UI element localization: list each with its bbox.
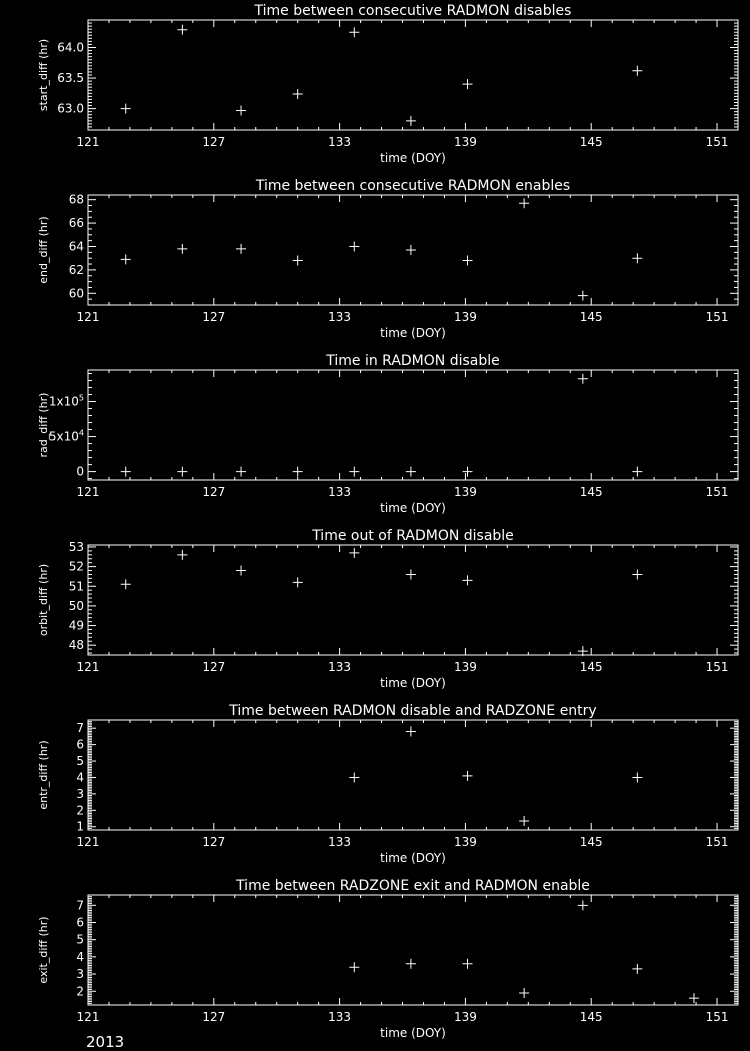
chart-panel-5 xyxy=(37,703,738,865)
y-axis-label: entr_diff (hr) xyxy=(37,740,50,810)
data-point xyxy=(406,467,416,477)
data-point xyxy=(463,79,473,89)
y-tick-label: 2 xyxy=(76,803,84,818)
x-axis-label: time (DOY) xyxy=(380,326,446,340)
data-point xyxy=(632,772,642,782)
y-tick-label: 6 xyxy=(76,737,84,752)
y-tick-label: 5 xyxy=(76,754,84,769)
y-tick-label: 1 xyxy=(76,819,84,834)
x-axis-ticks xyxy=(88,895,738,1005)
y-axis-ticks xyxy=(88,200,738,305)
data-series xyxy=(121,198,643,300)
y-tick-label: 62 xyxy=(68,262,84,277)
data-point xyxy=(632,66,642,76)
x-axis-label: time (DOY) xyxy=(380,151,446,165)
x-tick-label: 139 xyxy=(453,835,477,849)
data-point xyxy=(121,579,131,589)
data-series xyxy=(349,726,642,825)
y-axis-label: orbit_diff (hr) xyxy=(37,563,50,637)
y-tick-label: 6 xyxy=(76,915,84,930)
data-point xyxy=(578,291,588,301)
data-point xyxy=(578,374,588,384)
data-point xyxy=(519,198,529,208)
plot-frame xyxy=(88,720,738,830)
data-point xyxy=(463,467,473,477)
plot-frame xyxy=(88,370,738,480)
data-point xyxy=(578,900,588,910)
data-point xyxy=(349,27,359,37)
x-tick-label: 139 xyxy=(453,1010,477,1024)
x-axis-ticks xyxy=(88,720,738,830)
y-tick-label: 50 xyxy=(68,598,84,613)
x-tick-label: 133 xyxy=(328,1010,352,1024)
x-tick-label: 127 xyxy=(202,310,226,324)
chart-panel-4 xyxy=(37,528,738,690)
x-tick-label: 145 xyxy=(579,485,603,499)
data-point xyxy=(293,89,303,99)
y-axis-ticks xyxy=(88,720,738,830)
y-tick-label: 64 xyxy=(68,239,84,254)
plot-frame xyxy=(88,545,738,655)
chart-title: Time in RADMON disable xyxy=(326,353,500,369)
x-tick-label: 145 xyxy=(579,660,603,674)
data-point xyxy=(463,575,473,585)
y-tick-label: 52 xyxy=(68,559,84,574)
x-axis-label: time (DOY) xyxy=(380,851,446,865)
data-point xyxy=(349,962,359,972)
chart-panel-3 xyxy=(37,353,738,515)
data-point xyxy=(349,241,359,251)
y-axis-label: rad_diff (hr) xyxy=(37,392,50,458)
plot-frame xyxy=(88,895,738,1005)
data-point xyxy=(177,550,187,560)
x-tick-label: 127 xyxy=(202,135,226,149)
data-point xyxy=(236,467,246,477)
y-tick-label: 4 xyxy=(76,770,84,785)
data-point xyxy=(349,467,359,477)
year-label: 2013 xyxy=(86,1033,125,1051)
y-tick-label: 7 xyxy=(76,721,84,736)
y-tick-label: 68 xyxy=(68,192,84,207)
data-series xyxy=(121,548,643,656)
x-tick-label: 133 xyxy=(328,485,352,499)
x-tick-label: 139 xyxy=(453,660,477,674)
y-tick-label: $1x10^5$ xyxy=(48,393,84,409)
x-tick-label: 139 xyxy=(453,310,477,324)
x-axis-label: time (DOY) xyxy=(380,676,446,690)
y-tick-label: 51 xyxy=(68,579,84,594)
data-point xyxy=(236,566,246,576)
x-tick-label: 151 xyxy=(705,660,729,674)
y-tick-label: 48 xyxy=(68,638,84,653)
data-point xyxy=(463,771,473,781)
data-point xyxy=(406,116,416,126)
x-tick-label: 121 xyxy=(76,660,100,674)
x-tick-label: 121 xyxy=(76,310,100,324)
x-tick-label: 151 xyxy=(705,485,729,499)
chart-title: Time between consecutive RADMON disables xyxy=(254,3,572,19)
y-axis-ticks xyxy=(88,547,738,653)
x-tick-label: 145 xyxy=(579,835,603,849)
x-tick-label: 151 xyxy=(705,1010,729,1024)
x-tick-label: 139 xyxy=(453,135,477,149)
data-point xyxy=(519,988,529,998)
y-tick-label: 7 xyxy=(76,898,84,913)
data-point xyxy=(406,569,416,579)
chart-panel-2 xyxy=(37,178,738,340)
data-point xyxy=(236,105,246,115)
x-tick-label: 151 xyxy=(705,835,729,849)
data-point xyxy=(177,244,187,254)
data-point xyxy=(349,772,359,782)
x-tick-label: 127 xyxy=(202,835,226,849)
y-tick-label: 63.5 xyxy=(57,71,84,86)
y-tick-label: 3 xyxy=(76,967,84,982)
x-tick-label: 139 xyxy=(453,485,477,499)
x-axis-ticks xyxy=(88,20,738,130)
data-point xyxy=(406,726,416,736)
data-point xyxy=(406,959,416,969)
y-tick-label: $5x10^4$ xyxy=(48,428,84,444)
y-tick-label: 5 xyxy=(76,932,84,947)
x-axis-ticks xyxy=(88,370,738,480)
data-point xyxy=(632,964,642,974)
x-tick-label: 151 xyxy=(705,310,729,324)
x-tick-label: 121 xyxy=(76,135,100,149)
x-tick-label: 127 xyxy=(202,1010,226,1024)
y-tick-label: 3 xyxy=(76,786,84,801)
data-series xyxy=(349,900,699,1003)
data-point xyxy=(689,993,699,1003)
data-point xyxy=(121,254,131,264)
y-axis-ticks xyxy=(88,20,738,130)
y-axis-ticks xyxy=(88,374,738,479)
y-axis-ticks xyxy=(88,895,738,1005)
data-point xyxy=(463,959,473,969)
chart-panel-1 xyxy=(37,3,738,165)
x-tick-label: 121 xyxy=(76,835,100,849)
y-tick-label: 53 xyxy=(68,539,84,554)
data-point xyxy=(632,467,642,477)
y-tick-label: 63.0 xyxy=(57,101,84,116)
y-tick-label: 0 xyxy=(76,464,84,479)
data-point xyxy=(519,816,529,826)
x-tick-label: 121 xyxy=(76,485,100,499)
data-point xyxy=(121,104,131,114)
chart-title: Time between consecutive RADMON enables xyxy=(255,178,571,194)
data-series xyxy=(121,25,643,126)
data-point xyxy=(121,467,131,477)
chart-title: Time out of RADMON disable xyxy=(312,528,514,544)
data-point xyxy=(293,467,303,477)
x-axis-label: time (DOY) xyxy=(380,501,446,515)
x-tick-label: 145 xyxy=(579,310,603,324)
x-tick-label: 127 xyxy=(202,485,226,499)
data-point xyxy=(632,253,642,263)
data-point xyxy=(177,467,187,477)
x-tick-label: 145 xyxy=(579,1010,603,1024)
data-point xyxy=(349,548,359,558)
x-tick-label: 133 xyxy=(328,835,352,849)
x-tick-label: 133 xyxy=(328,135,352,149)
x-tick-label: 151 xyxy=(705,135,729,149)
x-tick-label: 133 xyxy=(328,660,352,674)
y-tick-label: 64.0 xyxy=(57,40,84,55)
x-tick-label: 145 xyxy=(579,135,603,149)
y-axis-label: exit_diff (hr) xyxy=(37,916,50,984)
x-tick-label: 121 xyxy=(76,1010,100,1024)
data-point xyxy=(293,256,303,266)
data-series xyxy=(121,374,643,477)
y-tick-label: 66 xyxy=(68,216,84,231)
x-axis-ticks xyxy=(88,545,738,655)
data-point xyxy=(177,25,187,35)
chart-title: Time between RADMON disable and RADZONE entry xyxy=(229,703,597,719)
data-point xyxy=(293,577,303,587)
data-point xyxy=(463,256,473,266)
chart-title: Time between RADZONE exit and RADMON enable xyxy=(236,878,590,894)
y-tick-label: 4 xyxy=(76,949,84,964)
data-point xyxy=(236,244,246,254)
y-tick-label: 49 xyxy=(68,618,84,633)
y-axis-label: end_diff (hr) xyxy=(37,216,50,284)
y-tick-label: 60 xyxy=(68,286,84,301)
y-tick-label: 2 xyxy=(76,984,84,999)
x-tick-label: 133 xyxy=(328,310,352,324)
x-axis-label: time (DOY) xyxy=(380,1026,446,1040)
y-axis-label: start_diff (hr) xyxy=(37,38,50,112)
chart-panel-6 xyxy=(37,878,738,1040)
data-point xyxy=(632,569,642,579)
plot-frame xyxy=(88,20,738,130)
x-tick-label: 127 xyxy=(202,660,226,674)
data-point xyxy=(406,245,416,255)
